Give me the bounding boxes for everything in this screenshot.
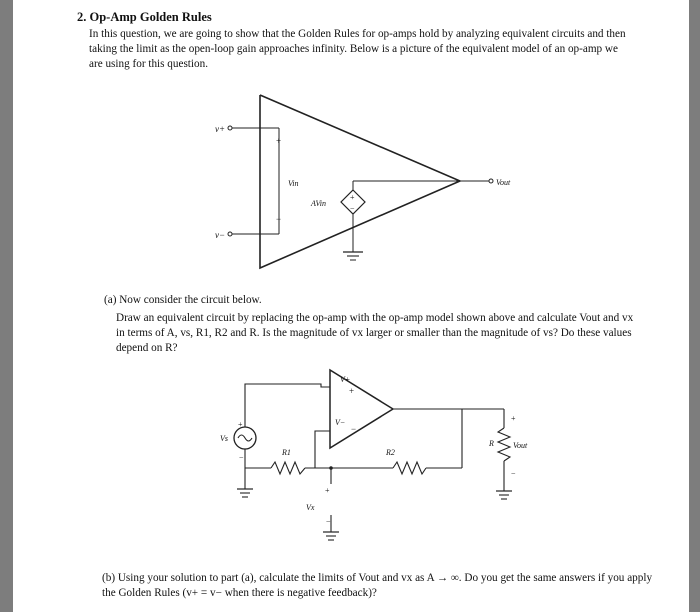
part-a-label: (a) Now consider the circuit below. bbox=[104, 294, 262, 306]
vx-minus: − bbox=[326, 517, 331, 526]
question-intro: In this question, we are going to show that the Golden Rules for op-amps hold by analyzing equivalent circuits and then taking the limit as the open-loop gain approaches infinity. Below is a picture of the equivalent model of an op-amp we are using for this question. bbox=[89, 28, 626, 70]
vs-plus: + bbox=[238, 420, 243, 429]
r1-label: R1 bbox=[282, 448, 291, 457]
circuit-figure bbox=[13, 0, 689, 612]
part-a-text: Draw an equivalent circuit by replacing the op-amp with the op-amp model shown above and calculate Vout and vx in terms of A, vs, R1, R2 and R. Is the magnitude of vx larger or smaller than the magnitude of vs? Do these values depend on R? bbox=[116, 312, 634, 354]
vout-plus: + bbox=[511, 414, 516, 423]
r2-resistor bbox=[393, 462, 426, 474]
c-v-minus-label: V− bbox=[335, 418, 346, 427]
r2-label: R2 bbox=[386, 448, 395, 457]
question-title: 2. Op-Amp Golden Rules bbox=[77, 10, 212, 24]
minus-sign: − bbox=[276, 214, 282, 224]
v-in-label: Vin bbox=[288, 179, 299, 188]
v-plus-label: v+ bbox=[215, 124, 226, 134]
vs-minus: − bbox=[239, 453, 244, 462]
r-label: R bbox=[489, 439, 494, 448]
page bbox=[13, 0, 689, 612]
c-v-plus-label: V+ bbox=[340, 375, 351, 384]
vx-plus: + bbox=[325, 486, 330, 495]
source-minus: − bbox=[350, 204, 355, 213]
part-b-text: (b) Using your solution to part (a), calculate the limits of Vout and vx as A → ∞. Do you get the same answers if you apply the Golden Rules (v+ = v− when there is negative feedback)? bbox=[102, 572, 653, 599]
vout-label: Vout bbox=[513, 441, 528, 450]
c-opamp-minus: − bbox=[351, 424, 357, 434]
r1-resistor bbox=[271, 462, 305, 474]
r-load-resistor bbox=[498, 428, 510, 461]
v-out-label: Vout bbox=[496, 178, 511, 187]
source-plus: + bbox=[350, 193, 355, 202]
plus-sign: + bbox=[276, 136, 282, 146]
v-minus-label: v− bbox=[215, 230, 226, 240]
vout-minus: − bbox=[511, 469, 516, 478]
vx-label: Vx bbox=[306, 503, 315, 512]
vs-label: Vs bbox=[220, 434, 228, 443]
c-opamp-plus: + bbox=[349, 386, 355, 396]
a-vin-label: AVin bbox=[311, 199, 327, 208]
